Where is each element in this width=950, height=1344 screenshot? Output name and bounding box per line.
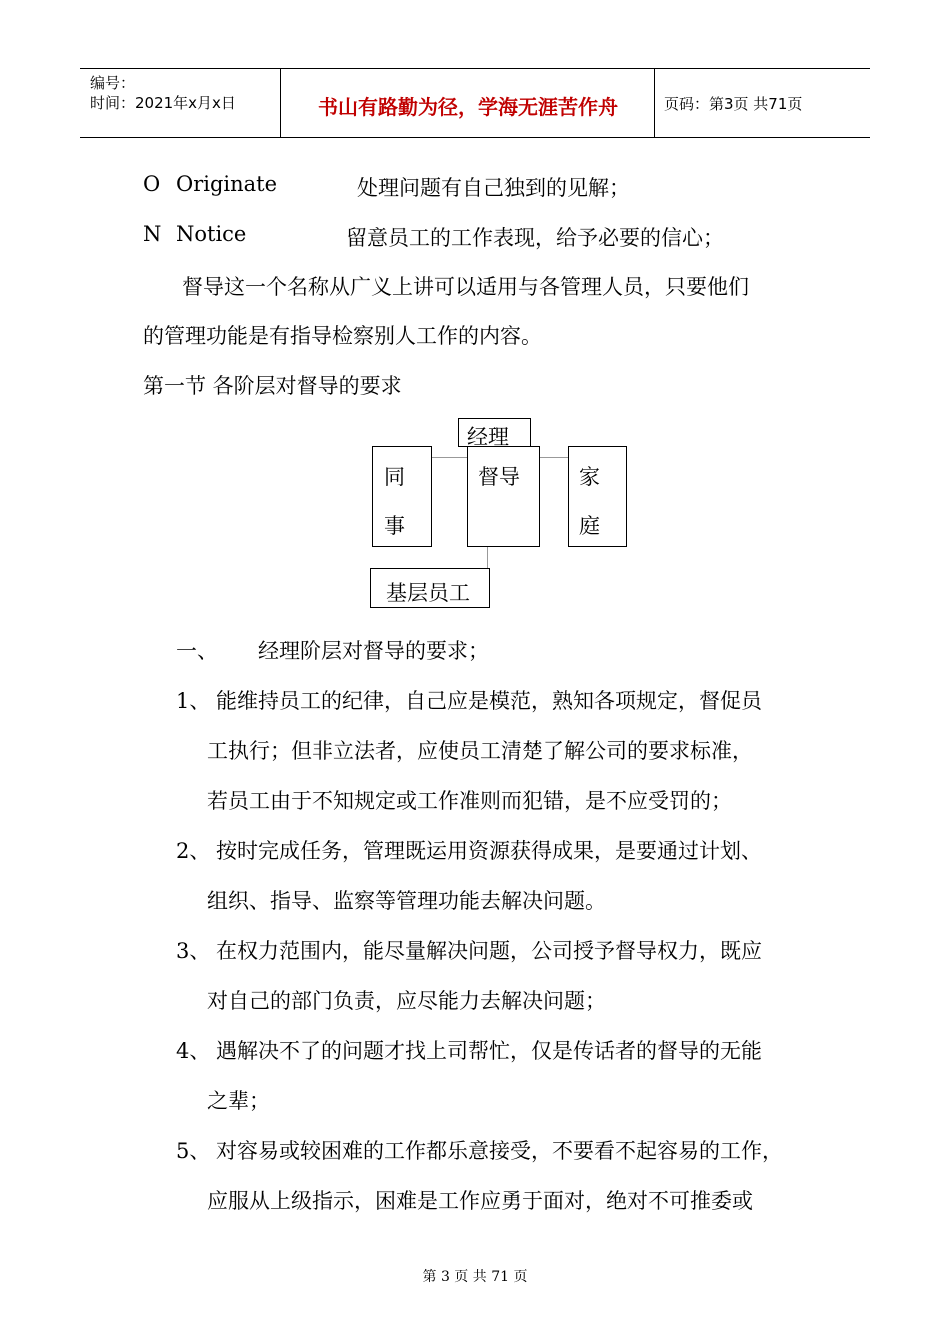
- list-heading-number: 一、: [176, 639, 218, 663]
- time-label: 时间：2021年x月x日: [90, 94, 236, 112]
- list-item-number: 2、: [176, 839, 211, 863]
- list-item-line: 在权力范围内，能尽量解决问题，公司授予督导权力，既应: [216, 939, 762, 963]
- header-meta: [90, 73, 236, 113]
- number-label: 编号：: [90, 74, 136, 92]
- connector-line: [539, 457, 569, 458]
- manager-label: 经理: [467, 425, 509, 449]
- n-description: 留意员工的工作表现，给予必要的信心；: [346, 226, 724, 250]
- list-item-line: 组织、指导、监察等管理功能去解决问题。: [207, 889, 606, 913]
- section-title: 第一节 各阶层对督导的要求: [143, 374, 402, 398]
- list-item-line: 按时完成任务，管理既运用资源获得成果，是要通过计划、: [216, 839, 762, 863]
- colleague-label-2: 事: [384, 514, 405, 538]
- list-item-line: 工执行；但非立法者，应使员工清楚了解公司的要求标准，: [207, 739, 753, 763]
- list-heading: 经理阶层对督导的要求；: [258, 639, 489, 663]
- list-item-line: 对容易或较困难的工作都乐意接受，不要看不起容易的工作，: [216, 1139, 783, 1163]
- connector-line: [431, 457, 468, 458]
- o-word: Originate: [176, 172, 278, 196]
- colleague-box: [372, 446, 432, 547]
- header-page-info: 页码：第3页 共71页: [664, 95, 803, 113]
- staff-box: [370, 568, 490, 608]
- staff-label: 基层员工: [386, 581, 470, 605]
- supervisor-box: [467, 446, 540, 547]
- list-item-line: 若员工由于不知规定或工作准则而犯错，是不应受罚的；: [207, 789, 732, 813]
- supervisor-label: 督导: [478, 465, 520, 489]
- header-divider: [654, 69, 655, 137]
- paragraph-line: 督导这一个名称从广义上讲可以适用与各管理人员，只要他们: [182, 275, 749, 299]
- list-item-number: 4、: [176, 1039, 211, 1063]
- o-letter: O: [143, 172, 161, 196]
- header-divider: [280, 69, 281, 137]
- list-item-line: 之辈；: [207, 1089, 270, 1113]
- list-item-number: 1、: [176, 689, 211, 713]
- manager-box: [458, 418, 531, 447]
- colleague-label-1: 同: [384, 465, 405, 489]
- header-table: [80, 68, 870, 138]
- family-label-1: 家: [579, 465, 600, 489]
- list-item-line: 能维持员工的纪律，自己应是模范，熟知各项规定，督促员: [216, 689, 762, 713]
- page-footer: 第 3 页 共 71 页: [422, 1269, 528, 1285]
- header-motto: 书山有路勤为径，学海无涯苦作舟: [318, 95, 618, 119]
- n-word: Notice: [176, 222, 247, 246]
- family-label-2: 庭: [579, 514, 600, 538]
- list-item-number: 3、: [176, 939, 211, 963]
- list-item-line: 应服从上级指示，困难是工作应勇于面对，绝对不可推委或: [207, 1189, 753, 1213]
- family-box: [568, 446, 627, 547]
- list-item-number: 5、: [176, 1139, 211, 1163]
- o-description: 处理问题有自己独到的见解；: [357, 176, 630, 200]
- connector-line: [487, 546, 488, 568]
- n-letter: N: [143, 222, 162, 246]
- list-item-line: 对自己的部门负责，应尽能力去解决问题；: [207, 989, 606, 1013]
- paragraph-line: 的管理功能是有指导检察别人工作的内容。: [143, 324, 542, 348]
- list-item-line: 遇解决不了的问题才找上司帮忙，仅是传话者的督导的无能: [216, 1039, 762, 1063]
